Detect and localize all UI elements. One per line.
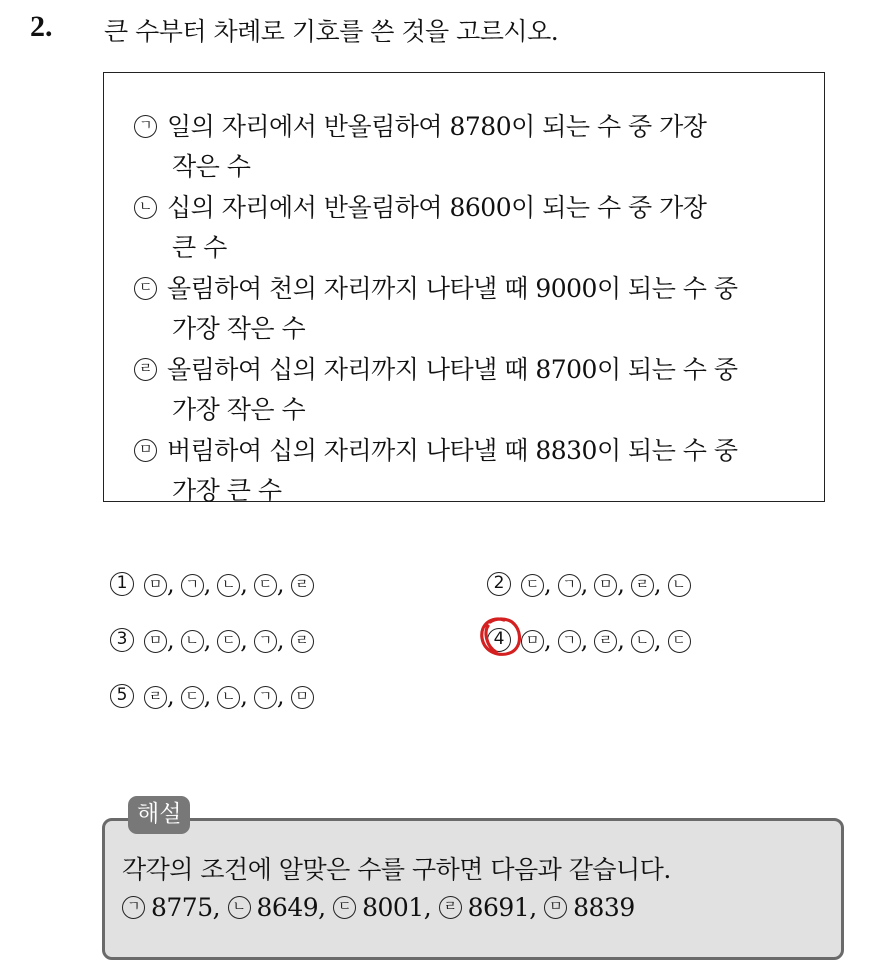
question-number: 2. bbox=[30, 10, 53, 43]
circled-mark: ㄴ bbox=[668, 574, 691, 597]
circled-mark: ㄷ bbox=[181, 686, 204, 709]
condition-item bbox=[134, 269, 784, 349]
choice-4[interactable]: 4 ㅁ , ㄱ , ㄹ , ㄴ , ㄷ bbox=[487, 626, 691, 654]
circled-mark: ㄱ bbox=[558, 574, 581, 597]
solution-value: 8001 bbox=[362, 893, 424, 922]
conditions-box bbox=[103, 72, 825, 505]
condition-text: 버림하여 십의 자리까지 나타낼 때 8830이 되는 수 중 bbox=[167, 436, 738, 465]
circled-mark: ㅁ bbox=[144, 630, 167, 653]
circled-mark: ㄹ bbox=[291, 574, 314, 597]
choice-number: 2 bbox=[487, 572, 511, 596]
circled-mark: ㅁ bbox=[134, 439, 157, 462]
circled-mark: ㄹ bbox=[631, 574, 654, 597]
circled-mark: ㄹ bbox=[594, 630, 617, 653]
choice-5[interactable]: 5 ㄹ , ㄷ , ㄴ , ㄱ , ㅁ bbox=[110, 682, 314, 710]
condition-text: 십의 자리에서 반올림하여 8600이 되는 수 중 가장 bbox=[167, 193, 707, 222]
solution-value: 8691 bbox=[467, 893, 530, 922]
condition-item bbox=[134, 431, 784, 511]
choice-number: 1 bbox=[110, 572, 134, 596]
solution-values: ㄱ 8775, ㄴ 8649, ㄷ 8001, ㄹ 8691, ㅁ 8839 bbox=[122, 893, 635, 922]
circled-mark: ㄱ bbox=[134, 115, 157, 138]
condition-text-continued: 가장 작은 수 bbox=[172, 395, 306, 424]
question-text: 큰 수부터 차례로 기호를 쓴 것을 고르시오. bbox=[104, 17, 559, 46]
circled-mark: ㄴ bbox=[631, 630, 654, 653]
circled-mark: ㄱ bbox=[254, 686, 277, 709]
condition-text: 일의 자리에서 반올림하여 8780이 되는 수 중 가장 bbox=[167, 112, 707, 141]
choice-3[interactable]: 3 ㅁ , ㄴ , ㄷ , ㄱ , ㄹ bbox=[110, 626, 314, 654]
circled-mark: ㄹ bbox=[134, 358, 157, 381]
condition-text: 올림하여 십의 자리까지 나타낼 때 8700이 되는 수 중 bbox=[167, 355, 738, 384]
solution-text: 각각의 조건에 알맞은 수를 구하면 다음과 같습니다. bbox=[122, 855, 671, 884]
circled-mark: ㄴ bbox=[217, 574, 240, 597]
condition-text-continued: 가장 큰 수 bbox=[172, 476, 282, 505]
circled-mark: ㅁ bbox=[144, 574, 167, 597]
condition-item bbox=[134, 107, 784, 187]
circled-mark: ㅁ bbox=[521, 630, 544, 653]
answer-circle-mark-icon bbox=[474, 612, 528, 664]
circled-mark: ㄹ bbox=[144, 686, 167, 709]
circled-mark: ㅁ bbox=[291, 686, 314, 709]
circled-mark: ㄱ bbox=[122, 896, 145, 919]
circled-mark: ㄷ bbox=[668, 630, 691, 653]
solution-value: 8839 bbox=[573, 893, 635, 922]
circled-mark: ㅁ bbox=[594, 574, 617, 597]
circled-mark: ㄱ bbox=[254, 630, 277, 653]
condition-item bbox=[134, 350, 784, 430]
condition-item bbox=[134, 188, 784, 268]
circled-mark: ㄴ bbox=[181, 630, 204, 653]
condition-text: 올림하여 천의 자리까지 나타낼 때 9000이 되는 수 중 bbox=[167, 274, 738, 303]
choice-number: 5 bbox=[110, 684, 134, 708]
circled-mark: ㄷ bbox=[134, 277, 157, 300]
choice-2[interactable]: 2 ㄷ , ㄱ , ㅁ , ㄹ , ㄴ bbox=[487, 570, 691, 598]
solution-box bbox=[102, 818, 844, 960]
solution-value: 8649 bbox=[256, 893, 319, 922]
condition-text-continued: 가장 작은 수 bbox=[172, 314, 306, 343]
circled-mark: ㄱ bbox=[558, 630, 581, 653]
circled-mark: ㄱ bbox=[181, 574, 204, 597]
solution-value: 8775 bbox=[151, 893, 213, 922]
condition-text-continued: 작은 수 bbox=[172, 152, 251, 181]
circled-mark: ㄷ bbox=[217, 630, 240, 653]
choice-1[interactable]: 1 ㅁ , ㄱ , ㄴ , ㄷ , ㄹ bbox=[110, 570, 314, 598]
circled-mark: ㄴ bbox=[134, 196, 157, 219]
choice-number: 3 bbox=[110, 628, 134, 652]
circled-mark: ㄷ bbox=[333, 896, 356, 919]
circled-mark: ㄷ bbox=[254, 574, 277, 597]
circled-mark: ㄴ bbox=[217, 686, 240, 709]
choice-number: 4 bbox=[487, 628, 511, 652]
circled-mark: ㄹ bbox=[439, 896, 462, 919]
circled-mark: ㄹ bbox=[291, 630, 314, 653]
circled-mark: ㅁ bbox=[544, 896, 567, 919]
circled-mark: ㄴ bbox=[228, 896, 251, 919]
solution-tag: 해설 bbox=[128, 796, 190, 834]
circled-mark: ㄷ bbox=[521, 574, 544, 597]
condition-text-continued: 큰 수 bbox=[172, 233, 227, 262]
